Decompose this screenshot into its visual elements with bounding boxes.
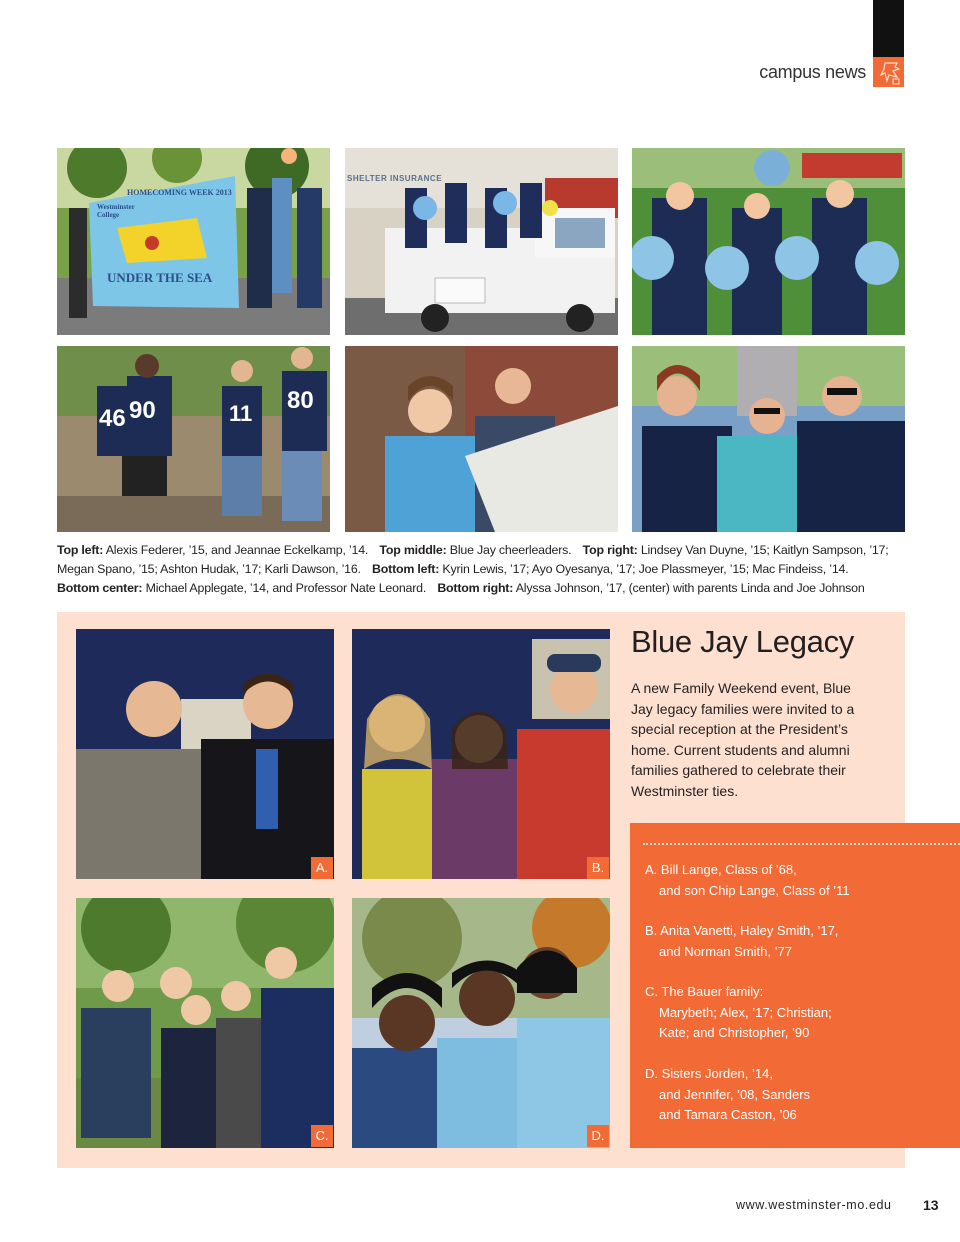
legend-c-line1: C. The Bauer family: xyxy=(645,984,764,999)
photo-student-professor xyxy=(345,346,618,532)
caption-bottom-left-label: Bottom left: xyxy=(372,562,440,576)
section-title: campus news xyxy=(759,62,866,82)
header-black-tab xyxy=(873,0,904,57)
caption-top-middle-text: Blue Jay cheerleaders. xyxy=(449,543,572,557)
banner-college-text: Westminster College xyxy=(97,203,135,219)
legend-item-d xyxy=(645,1064,825,1126)
caption-bottom-center-label: Bottom center: xyxy=(57,581,143,595)
photo-family xyxy=(632,346,905,532)
caption-top-right-text-cont: Megan Spano, ’15; Ashton Hudak, ’17; Karli Dawson, ’16. xyxy=(57,562,361,576)
photo-cheerleaders-field xyxy=(632,148,905,335)
legend-a-line2: and son Chip Lange, Class of ’11 xyxy=(659,882,850,898)
tag-a: A. xyxy=(311,857,333,879)
tag-d: D. xyxy=(587,1125,609,1147)
tag-b: B. xyxy=(587,857,609,879)
svg-text:11: 11 xyxy=(229,401,253,426)
legacy-body: A new Family Weekend event, Blue Jay legacy families were invited to a special reception at the President’s home. Current students and alumni families gathered to celebrate their Westminster ties. xyxy=(631,680,855,799)
svg-text:80: 80 xyxy=(287,387,314,414)
tag-c: C. xyxy=(311,1125,333,1147)
legend-item-b xyxy=(645,921,905,962)
caption-bottom-right-label: Bottom right: xyxy=(437,581,514,595)
shelter-sign-text: SHELTER INSURANCE xyxy=(347,174,443,183)
caption-bottom-center-text: Michael Applegate, ’14, and Professor Nate Leonard. xyxy=(145,581,427,595)
page-number: 13 xyxy=(923,1197,939,1213)
legend-item-c xyxy=(645,982,845,1044)
banner-homecoming-text: HOMECOMING WEEK 2013 xyxy=(127,188,232,197)
legend-c-line2: Marybeth; Alex, ’17; Christian; Kate; and Christopher, ’90 xyxy=(659,1004,832,1040)
photo-legacy-b xyxy=(352,629,610,879)
legend-a-line1: A. Bill Lange, Class of ’68, xyxy=(645,862,797,877)
caption-top-left-text: Alexis Federer, ’15, and Jeannae Eckelkamp, ’14. xyxy=(105,543,369,557)
caption-line-1 xyxy=(57,541,907,560)
caption-top-left-label: Top left: xyxy=(57,543,104,557)
dotted-divider xyxy=(643,843,960,845)
footer-url[interactable]: www.westminster-mo.edu xyxy=(736,1198,892,1212)
svg-text:46: 46 xyxy=(99,405,126,432)
legend-d-line2: and Jennifer, ’08, Sanders and Tamara Caston, ’06 xyxy=(659,1086,811,1122)
photo-football-players xyxy=(57,346,330,532)
caption-top-right-text: Lindsey Van Duyne, ’15; Kaitlyn Sampson, ’17; xyxy=(640,543,889,557)
caption-bottom-left-text: Kyrin Lewis, ’17; Ayo Oyesanya, ’17; Joe Plassmeyer, ’15; Mac Findeiss, ’14. xyxy=(442,562,849,576)
photo-legacy-d xyxy=(352,898,610,1148)
legend-d-line1: D. Sisters Jorden, ’14, xyxy=(645,1066,773,1081)
photo-legacy-a xyxy=(76,629,334,879)
banner-theme-text: UNDER THE SEA xyxy=(107,270,213,285)
photo-legacy-c xyxy=(76,898,334,1148)
column-logo-icon xyxy=(873,57,904,87)
legend-b-line2: and Norman Smith, ’77 xyxy=(659,943,792,959)
legacy-title: Blue Jay Legacy xyxy=(631,624,854,659)
legend-item-a xyxy=(645,860,905,901)
caption-top-middle-label: Top middle: xyxy=(379,543,447,557)
caption-bottom-right-text: Alyssa Johnson, ’17, (center) with parents Linda and Joe Johnson xyxy=(515,581,865,595)
caption-line-2 xyxy=(57,560,907,579)
photo-captions xyxy=(57,541,907,598)
photo-homecoming-banner xyxy=(57,148,330,335)
legend-b-line1: B. Anita Vanetti, Haley Smith, ’17, xyxy=(645,923,839,938)
photo-cheerleaders-truck xyxy=(345,148,618,335)
caption-top-right-label: Top right: xyxy=(582,543,638,557)
svg-text:90: 90 xyxy=(129,397,156,424)
caption-line-3 xyxy=(57,579,907,598)
